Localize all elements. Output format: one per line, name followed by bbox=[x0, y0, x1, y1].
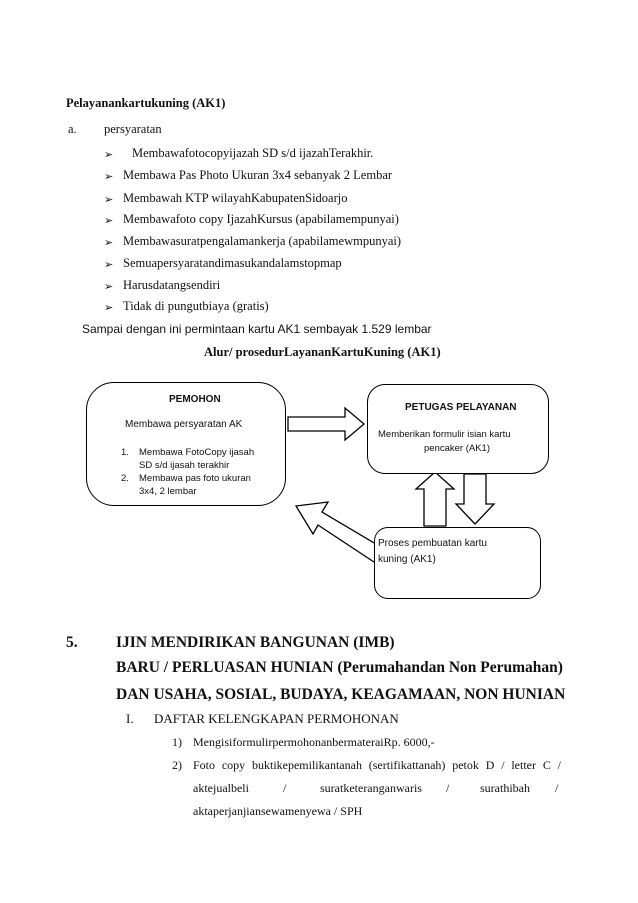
sub-label: persyaratan bbox=[104, 122, 162, 136]
arrow-right-icon bbox=[288, 408, 364, 440]
proses-text: Proses pembuatan kartu bbox=[378, 538, 487, 549]
item-text: aktejualbeli bbox=[193, 781, 249, 795]
item-text: suratketeranganwaris bbox=[320, 781, 422, 795]
roman-marker: I. bbox=[126, 711, 134, 726]
petugas-text: pencaker (AK1) bbox=[424, 443, 491, 454]
list-item-text: Membawah KTP wilayahKabupatenSidoarjo bbox=[123, 191, 348, 205]
list-item-text: Membawafoto copy IjazahKursus (apabilamempunyai) bbox=[123, 212, 399, 226]
roman-label: DAFTAR KELENGKAPAN PERMOHONAN bbox=[154, 711, 399, 726]
list-item-text: Membawasuratpengalamankerja (apabilamewmpunyai) bbox=[123, 234, 402, 248]
section-heading: DAN USAHA, SOSIAL, BUDAYA, KEAGAMAAN, NON HUNIAN bbox=[116, 686, 566, 703]
item-text: / bbox=[555, 781, 559, 795]
item-text: Membawa pas foto ukuran bbox=[139, 473, 251, 484]
item-text: surathibah bbox=[480, 781, 530, 795]
list-item-text: Membawafotocopyijazah SD s/d ijazahTerakhir. bbox=[132, 146, 374, 160]
list-item-text: Harusdatangsendiri bbox=[123, 278, 221, 292]
item-text: aktaperjanjiansewamenyewa / SPH bbox=[193, 804, 363, 818]
pemohon-subtitle: Membawa persyaratan AK bbox=[125, 419, 243, 430]
item-text: SD s/d ijasah terakhir bbox=[139, 460, 230, 471]
arrow-down-icon bbox=[456, 474, 494, 524]
item-text: Membawa FotoCopy ijasah bbox=[139, 447, 255, 458]
item-text: / bbox=[283, 781, 287, 795]
arrow-bullet-icon: ➢ bbox=[104, 236, 114, 249]
arrow-bullet-icon: ➢ bbox=[104, 148, 114, 161]
item-text: 3x4, 2 lembar bbox=[139, 486, 197, 497]
flow-title: Alur/ prosedurLayananKartuKuning (AK1) bbox=[204, 345, 441, 359]
item-number: 1) bbox=[172, 735, 182, 749]
pemohon-box bbox=[86, 382, 286, 506]
petugas-box bbox=[367, 384, 549, 474]
section-heading: BARU / PERLUASAN HUNIAN (Perumahandan Non Perumahan) bbox=[116, 659, 563, 676]
section-title: Pelayanankartukuning (AK1) bbox=[66, 96, 226, 110]
item-text: Foto copy buktikepemilikantanah (sertifikattanah) petok D / letter C / bbox=[193, 758, 561, 772]
section-heading: IJIN MENDIRIKAN BANGUNAN (IMB) bbox=[116, 634, 395, 651]
sub-marker: a. bbox=[68, 122, 77, 136]
petugas-text: Memberikan formulir isian kartu bbox=[378, 429, 511, 440]
arrow-bullet-icon: ➢ bbox=[104, 301, 114, 314]
arrow-bullet-icon: ➢ bbox=[104, 280, 114, 293]
arrow-bullet-icon: ➢ bbox=[104, 193, 114, 206]
item-text: / bbox=[446, 781, 450, 795]
list-item-text: Tidak di pungutbiaya (gratis) bbox=[123, 299, 269, 313]
item-number: 2) bbox=[172, 758, 182, 772]
list-item-text: Membawa Pas Photo Ukuran 3x4 sebanyak 2 Lembar bbox=[123, 168, 393, 182]
arrow-bullet-icon: ➢ bbox=[104, 170, 114, 183]
petugas-title: PETUGAS PELAYANAN bbox=[405, 402, 517, 413]
pemohon-title: PEMOHON bbox=[169, 394, 221, 405]
arrow-bullet-icon: ➢ bbox=[104, 214, 114, 227]
summary-text: Sampai dengan ini permintaan kartu AK1 sembayak 1.529 lembar bbox=[82, 322, 432, 336]
arrow-bullet-icon: ➢ bbox=[104, 258, 114, 271]
item-number: 2. bbox=[121, 473, 129, 484]
section-number: 5. bbox=[66, 634, 78, 651]
list-item-text: Semuapersyaratandimasukandalamstopmap bbox=[123, 256, 342, 270]
item-text: MengisiformulirpermohonanbermateraiRp. 6000,- bbox=[193, 735, 435, 749]
arrow-diagonal-icon bbox=[296, 502, 386, 564]
proses-text: kuning (AK1) bbox=[378, 554, 436, 565]
arrow-up-icon bbox=[416, 472, 454, 526]
item-number: 1. bbox=[121, 447, 129, 458]
proses-box bbox=[374, 527, 541, 599]
